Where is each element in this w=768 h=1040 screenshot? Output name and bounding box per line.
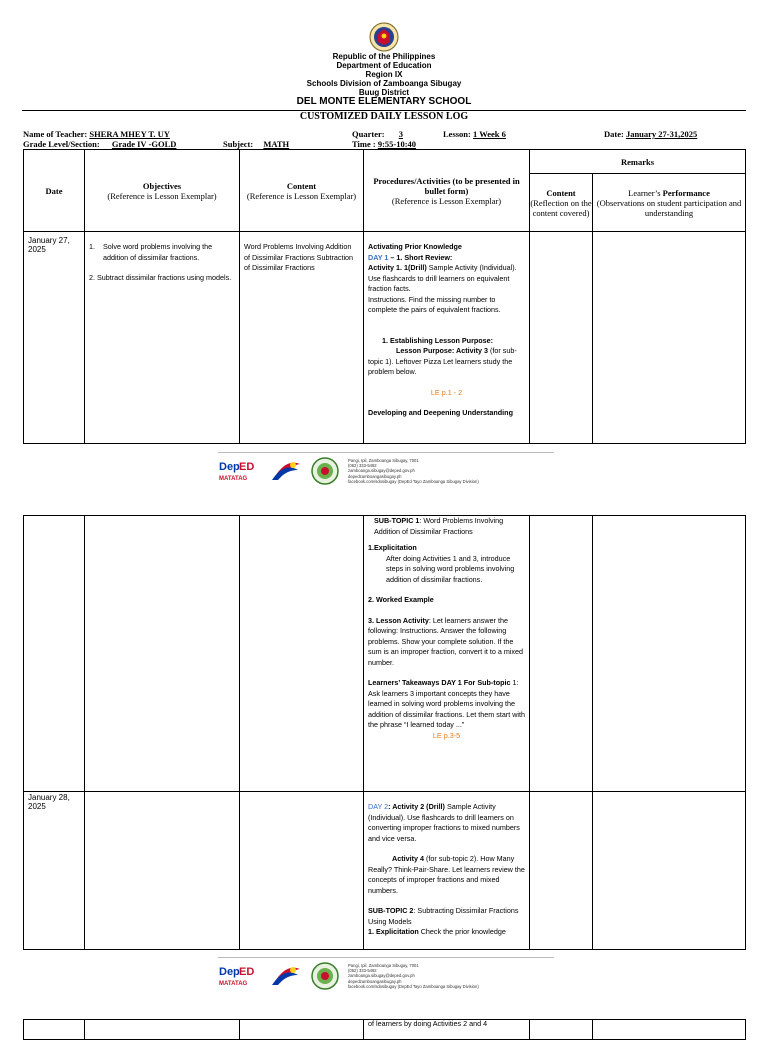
lesson-table-2 <box>23 515 746 950</box>
svg-text:ED: ED <box>239 966 255 978</box>
time-value: 9:55-10:40 <box>377 139 417 149</box>
footer-phone: (062) 333-5492 <box>348 463 377 469</box>
time-label: Time : <box>352 139 376 149</box>
short-review-label: – 1. Short Review: <box>388 252 453 262</box>
activity-2-title: : Activity 2 (Drill) <box>388 802 445 811</box>
school-name: DEL MONTE ELEMENTARY SCHOOL <box>296 96 472 107</box>
subtopic-1-title: SUB-TOPIC 1 <box>374 516 420 525</box>
explicitation-text: After doing Activities 1 and 3, introduce steps in solving word problems involving addition of dissimilar fractions. <box>386 553 515 584</box>
col-remarks-content-header: Content (Reflection on the content covered) <box>530 174 593 232</box>
row2-content <box>240 792 364 950</box>
row1-remarks-content <box>530 232 593 444</box>
row1b-procedures <box>364 516 530 792</box>
row1-remarks-learner <box>593 232 746 444</box>
activating-prior-knowledge: Activating Prior Knowledge <box>368 242 462 251</box>
date-info <box>604 129 697 139</box>
establishing-purpose: 1. Establishing Lesson Purpose: <box>382 335 494 345</box>
row2-remarks-content <box>530 792 593 950</box>
row1b-objectives <box>85 516 240 792</box>
col-learner-header: Learner’s Performance (Observations on student participation and understanding <box>593 174 746 232</box>
row2b-remarks-content <box>530 1020 593 1040</box>
row1b-remarks-content <box>530 516 593 792</box>
page-1 <box>0 0 768 484</box>
date-label: Date: <box>604 129 624 139</box>
footer-web: depedzamboangasibugay.ph <box>348 978 402 984</box>
explicitation-2-text: Check the prior knowledge <box>418 927 506 936</box>
subject-info <box>223 139 289 149</box>
header-line-2: Department of Education <box>336 61 432 70</box>
footer-phone: (062) 333-5492 <box>348 968 377 974</box>
lesson-table-3 <box>23 1019 746 1040</box>
date-value: January 27-31,2025 <box>625 129 698 139</box>
page-footer-2 <box>218 955 554 995</box>
list-number-1: 1. <box>89 242 95 251</box>
subtopic-1-text: : Word Problems Involving Addition of Dissimilar Fractions <box>374 516 504 536</box>
footer-web: depedzamboangasibugay.ph <box>348 473 402 479</box>
page-2 <box>0 505 768 995</box>
svg-text:Dep: Dep <box>219 461 240 473</box>
row2b-remarks-learner <box>593 1020 746 1040</box>
le-page-ref-1: LE p.1 - 2 <box>430 387 463 397</box>
lesson-value: 1 Week 6 <box>473 129 506 139</box>
day1-label: DAY 1 <box>368 252 389 262</box>
subtopic-2-title: SUB-TOPIC 2 <box>368 906 414 915</box>
header-line-3: Region IX <box>365 70 403 79</box>
day2-label: DAY 2 <box>368 802 389 811</box>
header-line-1: Republic of the Philippines <box>332 52 436 61</box>
footer-contact <box>348 963 479 989</box>
deped-logo-icon <box>218 963 260 989</box>
row1-objectives <box>85 232 240 444</box>
objective-1: Solve word problems involving the addition of dissimilar fractions. <box>103 242 213 262</box>
objective-2: 2. Subtract dissimilar fractions using models. <box>89 273 232 282</box>
row2b-objectives <box>85 1020 240 1040</box>
bagong-pilipinas-logo-icon <box>266 961 306 991</box>
col-objectives-header: Objectives (Reference is Lesson Exemplar) <box>85 150 240 232</box>
row1b-remarks-learner <box>593 516 746 792</box>
row2-date: January 28, 2025 <box>24 792 85 950</box>
lesson-activity-text: : Let learners answer the following: Instructions. Answer the following problems. Show your complete solution. If the sum is an improper fraction, convert it to a mixed number. <box>368 615 523 667</box>
footer-email: zamboanga.sibugay@deped.gov.ph <box>348 468 415 474</box>
footer-address: Pangi, Ipil, Zamboanga Sibugay, 7001 <box>348 458 419 463</box>
page-3 <box>0 1015 768 1028</box>
grade-label: Grade Level/Section: <box>23 139 100 149</box>
le-page-ref-2: LE p.3-5 <box>432 730 461 740</box>
time-info <box>352 139 416 149</box>
activity-1-instructions: Instructions. Find the missing number to complete the pairs of equivalent fractions. <box>368 294 501 314</box>
svg-text:Dep: Dep <box>219 966 240 978</box>
row2b-date <box>24 1020 85 1040</box>
col-date-header: Date <box>24 150 85 232</box>
deped-seal-icon <box>369 22 399 52</box>
footer-email: zamboanga.sibugay@deped.gov.ph <box>348 973 415 979</box>
deped-logo-icon <box>218 458 260 484</box>
explicitation-2-title: 1. Explicitation <box>368 927 419 936</box>
row2b-content <box>240 1020 364 1040</box>
footer-address: Pangi, Ipil, Zamboanga Sibugay, 7001 <box>348 963 419 968</box>
quarter-value: 3 <box>398 129 403 139</box>
teacher-info <box>23 129 170 139</box>
row1b-content <box>240 516 364 792</box>
row1-content: Word Problems Involving Addition of Dissimilar Fractions Subtraction of Dissimilar Fractions <box>240 232 364 444</box>
subject-label: Subject: <box>223 139 254 149</box>
row2-remarks-learner <box>593 792 746 950</box>
footer-contact <box>348 458 479 484</box>
teacher-name: SHERA MHEY T. UY <box>89 129 170 139</box>
svg-text:ED: ED <box>239 461 255 473</box>
lesson-label: Lesson: <box>443 129 471 139</box>
bagong-pilipinas-logo-icon <box>266 456 306 486</box>
quarter-label: Quarter: <box>352 129 385 139</box>
footer-facebook: facebook.com/sdosibugay (DepEd Tayo Zamboanga Sibugay Division) <box>348 983 479 989</box>
activity-4-title: Activity 4 <box>392 854 424 863</box>
teacher-label: Name of Teacher: <box>23 129 88 139</box>
svg-text:MATATAG: MATATAG <box>219 476 248 482</box>
subject-value: MATH <box>263 139 290 149</box>
col-remarks-header: Remarks <box>530 150 746 174</box>
lesson-purpose-text: (for sub-topic 1). Leftover Pizza Let learners study the problem below. <box>368 346 517 376</box>
takeaways-text: 1: Ask learners 3 important concepts they have learned in solving word problems involving the addition of dissimilar fractions. Let them start with the phrase “I learned today ...” <box>368 678 525 729</box>
grade-info <box>23 139 176 149</box>
header-line-5: Buug District <box>358 88 410 97</box>
row1-procedures <box>364 232 530 444</box>
grade-value: Grade IV -GOLD <box>111 139 177 149</box>
subtopic-2-text: : Subtracting Dissimilar Fractions Using Models <box>368 906 519 926</box>
row2-objectives <box>85 792 240 950</box>
row1-date: January 27, 2025 <box>24 232 85 444</box>
quarter-info <box>352 129 415 139</box>
col-content-header: Content (Reference is Lesson Exemplar) <box>240 150 364 232</box>
explicitation-title: 1.Explicitation <box>368 543 417 552</box>
activity-4-text: (for sub-topic 2). How Many Really? Think-Pair-Share. Let learners review the concepts of improper fractions and mixed numbers. <box>368 854 525 895</box>
row2b-procedures: of learners by doing Activities 2 and 4 <box>364 1020 530 1040</box>
developing-understanding: Developing and Deepening Understanding <box>368 408 513 417</box>
row2-procedures <box>364 792 530 950</box>
lesson-info <box>443 129 506 139</box>
header-line-4: Schools Division of Zamboanga Sibugay <box>306 79 462 88</box>
activity-1-text: Sample Activity (Individual). Use flashcards to drill learners on equivalent fraction facts. <box>368 263 517 293</box>
division-seal-icon <box>310 961 340 991</box>
footer-facebook: facebook.com/sdosibugay (DepEd Tayo Zamboanga Sibugay Division) <box>348 478 479 484</box>
takeaways-title: Learners’ Takeaways DAY 1 For Sub-topic <box>368 678 511 687</box>
lesson-activity-title: 3. Lesson Activity <box>368 615 429 625</box>
col-procedures-header: Procedures/Activities (to be presented in bullet form) (Reference is Lesson Exemplar) <box>364 150 530 232</box>
page-footer-1 <box>218 450 554 490</box>
document-title: CUSTOMIZED DAILY LESSON LOG <box>299 111 469 122</box>
activity-1-title: Activity 1. 1(Drill) <box>368 263 427 272</box>
activity-2-text: Sample Activity (Individual). Use flashcards to drill learners on converting improper fractions to mixed numbers and vice versa. <box>368 802 520 843</box>
row1b-date <box>24 516 85 792</box>
lesson-purpose-title: Lesson Purpose: Activity 3 <box>396 346 488 355</box>
division-seal-icon <box>310 456 340 486</box>
lesson-table-1 <box>23 149 746 444</box>
worked-example-title: 2. Worked Example <box>368 595 434 604</box>
svg-text:MATATAG: MATATAG <box>219 981 248 987</box>
